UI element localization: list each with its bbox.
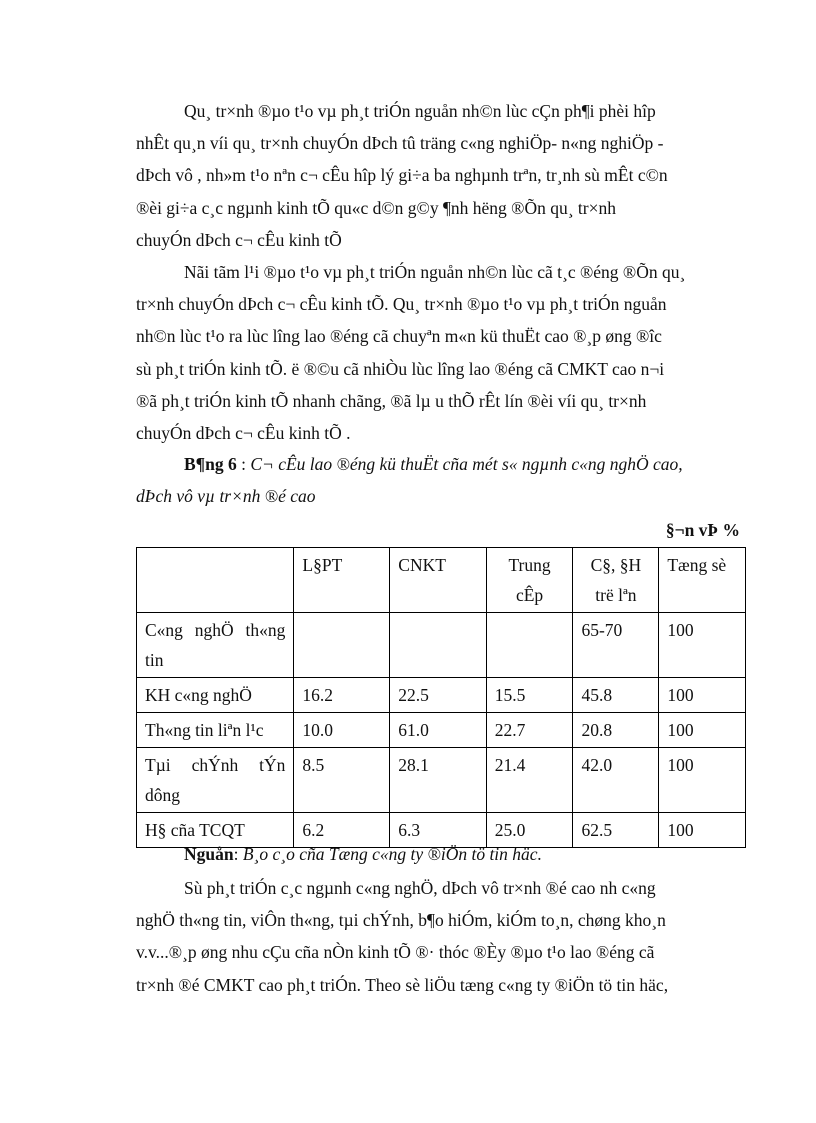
value-cell: 22.7: [486, 713, 573, 748]
value-cell: 22.5: [390, 678, 486, 713]
value-cell: [294, 613, 390, 678]
paragraph-line: Sù ph¸t triÓn c¸c ngµnh c«ng nghÖ, dÞch vô tr×nh ®é cao nh c«ng: [184, 878, 656, 898]
paragraph-line: tr×nh chuyÓn dÞch c¬ cÊu kinh tÕ. Qu¸ tr×nh ®µo t¹o vµ ph¸t triÓn nguån: [136, 294, 667, 315]
table-source: Nguån: B¸o c¸o cña Tæng c«ng ty ®iÖn tö tin häc.: [184, 844, 542, 864]
source-text: B¸o c¸o cña Tæng c«ng ty ®iÖn tö tin häc.: [242, 844, 542, 864]
row-name-cell: Th«ng tin liªn l¹c: [137, 713, 294, 748]
paragraph-line: chuyÓn dÞch c¬ cÊu kinh tÕ .: [136, 423, 351, 444]
data-table: [136, 547, 746, 848]
header-cell-cd-dh: C§, §H trë lªn: [573, 548, 659, 613]
value-cell: 15.5: [486, 678, 573, 713]
table-header-row: [137, 548, 746, 613]
header-cell-blank: [137, 548, 294, 613]
table-row: [137, 748, 746, 813]
paragraph-line: nh©n lùc t¹o ra lùc lîng lao ®éng cã chuyªn m«n kü thuËt cao ®¸p øng ®îc: [136, 326, 662, 347]
table-caption: [136, 448, 740, 512]
table-unit: §¬n vÞ %: [665, 520, 740, 540]
table-caption-separator: :: [236, 454, 251, 474]
row-name-cell: H§ cña TCQT: [137, 813, 294, 848]
value-cell: 62.5: [573, 813, 659, 848]
value-cell: 65-70: [573, 613, 659, 678]
value-cell: 16.2: [294, 678, 390, 713]
paragraph-line: Nãi tãm l¹i ®µo t¹o vµ ph¸t triÓn nguån nh©n lùc cã t¸c ®éng ®Õn qu¸: [184, 262, 686, 282]
row-name-cell: KH c«ng nghÖ: [137, 678, 294, 713]
header-cell-tong-so: Tæng sè: [659, 548, 746, 613]
value-cell: 10.0: [294, 713, 390, 748]
paragraph-line: nghÖ th«ng tin, viÔn th«ng, tµi chÝnh, b¶o hiÓm, kiÓm to¸n, chøng kho¸n: [136, 910, 666, 931]
header-cell-ldpt: L§PT: [294, 548, 390, 613]
table-row: [137, 613, 746, 678]
value-cell: 8.5: [294, 748, 390, 813]
value-cell: 100: [659, 713, 746, 748]
header-cell-trung-cap: Trung cÊp: [486, 548, 573, 613]
table-caption-title-line1: C¬ cÊu lao ®éng kü thuËt cña mét s« ngµnh c«ng nghÖ cao,: [250, 454, 683, 474]
value-cell: 21.4: [486, 748, 573, 813]
header-cell-cnkt: CNKT: [390, 548, 486, 613]
paragraph-line: chuyÓn dÞch c¬ cÊu kinh tÕ: [136, 229, 342, 250]
paragraph-3: [136, 872, 740, 1001]
value-cell: 20.8: [573, 713, 659, 748]
table-caption-title-line2: dÞch vô vµ tr×nh ®é cao: [136, 486, 316, 506]
table-row: [137, 713, 746, 748]
paragraph-line: Qu¸ tr×nh ®µo t¹o vµ ph¸t triÓn nguån nh©n lùc cÇn ph¶i phèi hîp: [184, 101, 656, 121]
value-cell: 25.0: [486, 813, 573, 848]
paragraph-line: ®ã ph¸t triÓn kinh tÕ nhanh chãng, ®ã lµ u thÕ rÊt lín ®èi víi qu¸ tr×nh: [136, 390, 647, 411]
paragraph-line: nhÊt qu¸n víi qu¸ tr×nh chuyÓn dÞch tû träng c«ng nghiÖp- n«ng nghiÖp -: [136, 133, 664, 154]
value-cell: 61.0: [390, 713, 486, 748]
value-cell: 100: [659, 748, 746, 813]
value-cell: 6.3: [390, 813, 486, 848]
value-cell: 100: [659, 678, 746, 713]
table-body: [137, 613, 746, 848]
row-name-cell: C«ng nghÖ th«ng tin: [137, 613, 294, 678]
paragraph-1: [136, 95, 740, 256]
table-caption-label: B¶ng 6: [184, 454, 237, 474]
value-cell: 28.1: [390, 748, 486, 813]
source-label: Nguån: [184, 844, 234, 864]
value-cell: 100: [659, 613, 746, 678]
value-cell: [390, 613, 486, 678]
paragraph-line: dÞch vô , nh»m t¹o nªn c¬ cÊu hîp lý gi÷a ba nghµnh trªn, tr¸nh sù mÊt c©n: [136, 165, 668, 186]
value-cell: 45.8: [573, 678, 659, 713]
value-cell: 100: [659, 813, 746, 848]
table-row: [137, 678, 746, 713]
paragraph-line: tr×nh ®é CMKT cao ph¸t triÓn. Theo sè liÖu tæng c«ng ty ®iÖn tö tin häc,: [136, 974, 669, 995]
paragraph-line: v.v...®¸p øng nhu cÇu cña nÒn kinh tÕ ®· thóc ®Èy ®µo t¹o lao ®éng cã: [136, 942, 655, 963]
paragraph-2: [136, 256, 740, 449]
paragraph-line: sù ph¸t triÓn kinh tÕ. ë ®©u cã nhiÒu lùc lîng lao ®éng cã CMKT cao n¬i: [136, 358, 665, 379]
value-cell: [486, 613, 573, 678]
paragraph-line: ®èi gi÷a c¸c ngµnh kinh tÕ qu«c d©n g©y ¶nh hëng ®Õn qu¸ tr×nh: [136, 197, 616, 218]
value-cell: 6.2: [294, 813, 390, 848]
row-name-cell: Tµi chÝnh tÝn dông: [137, 748, 294, 813]
value-cell: 42.0: [573, 748, 659, 813]
